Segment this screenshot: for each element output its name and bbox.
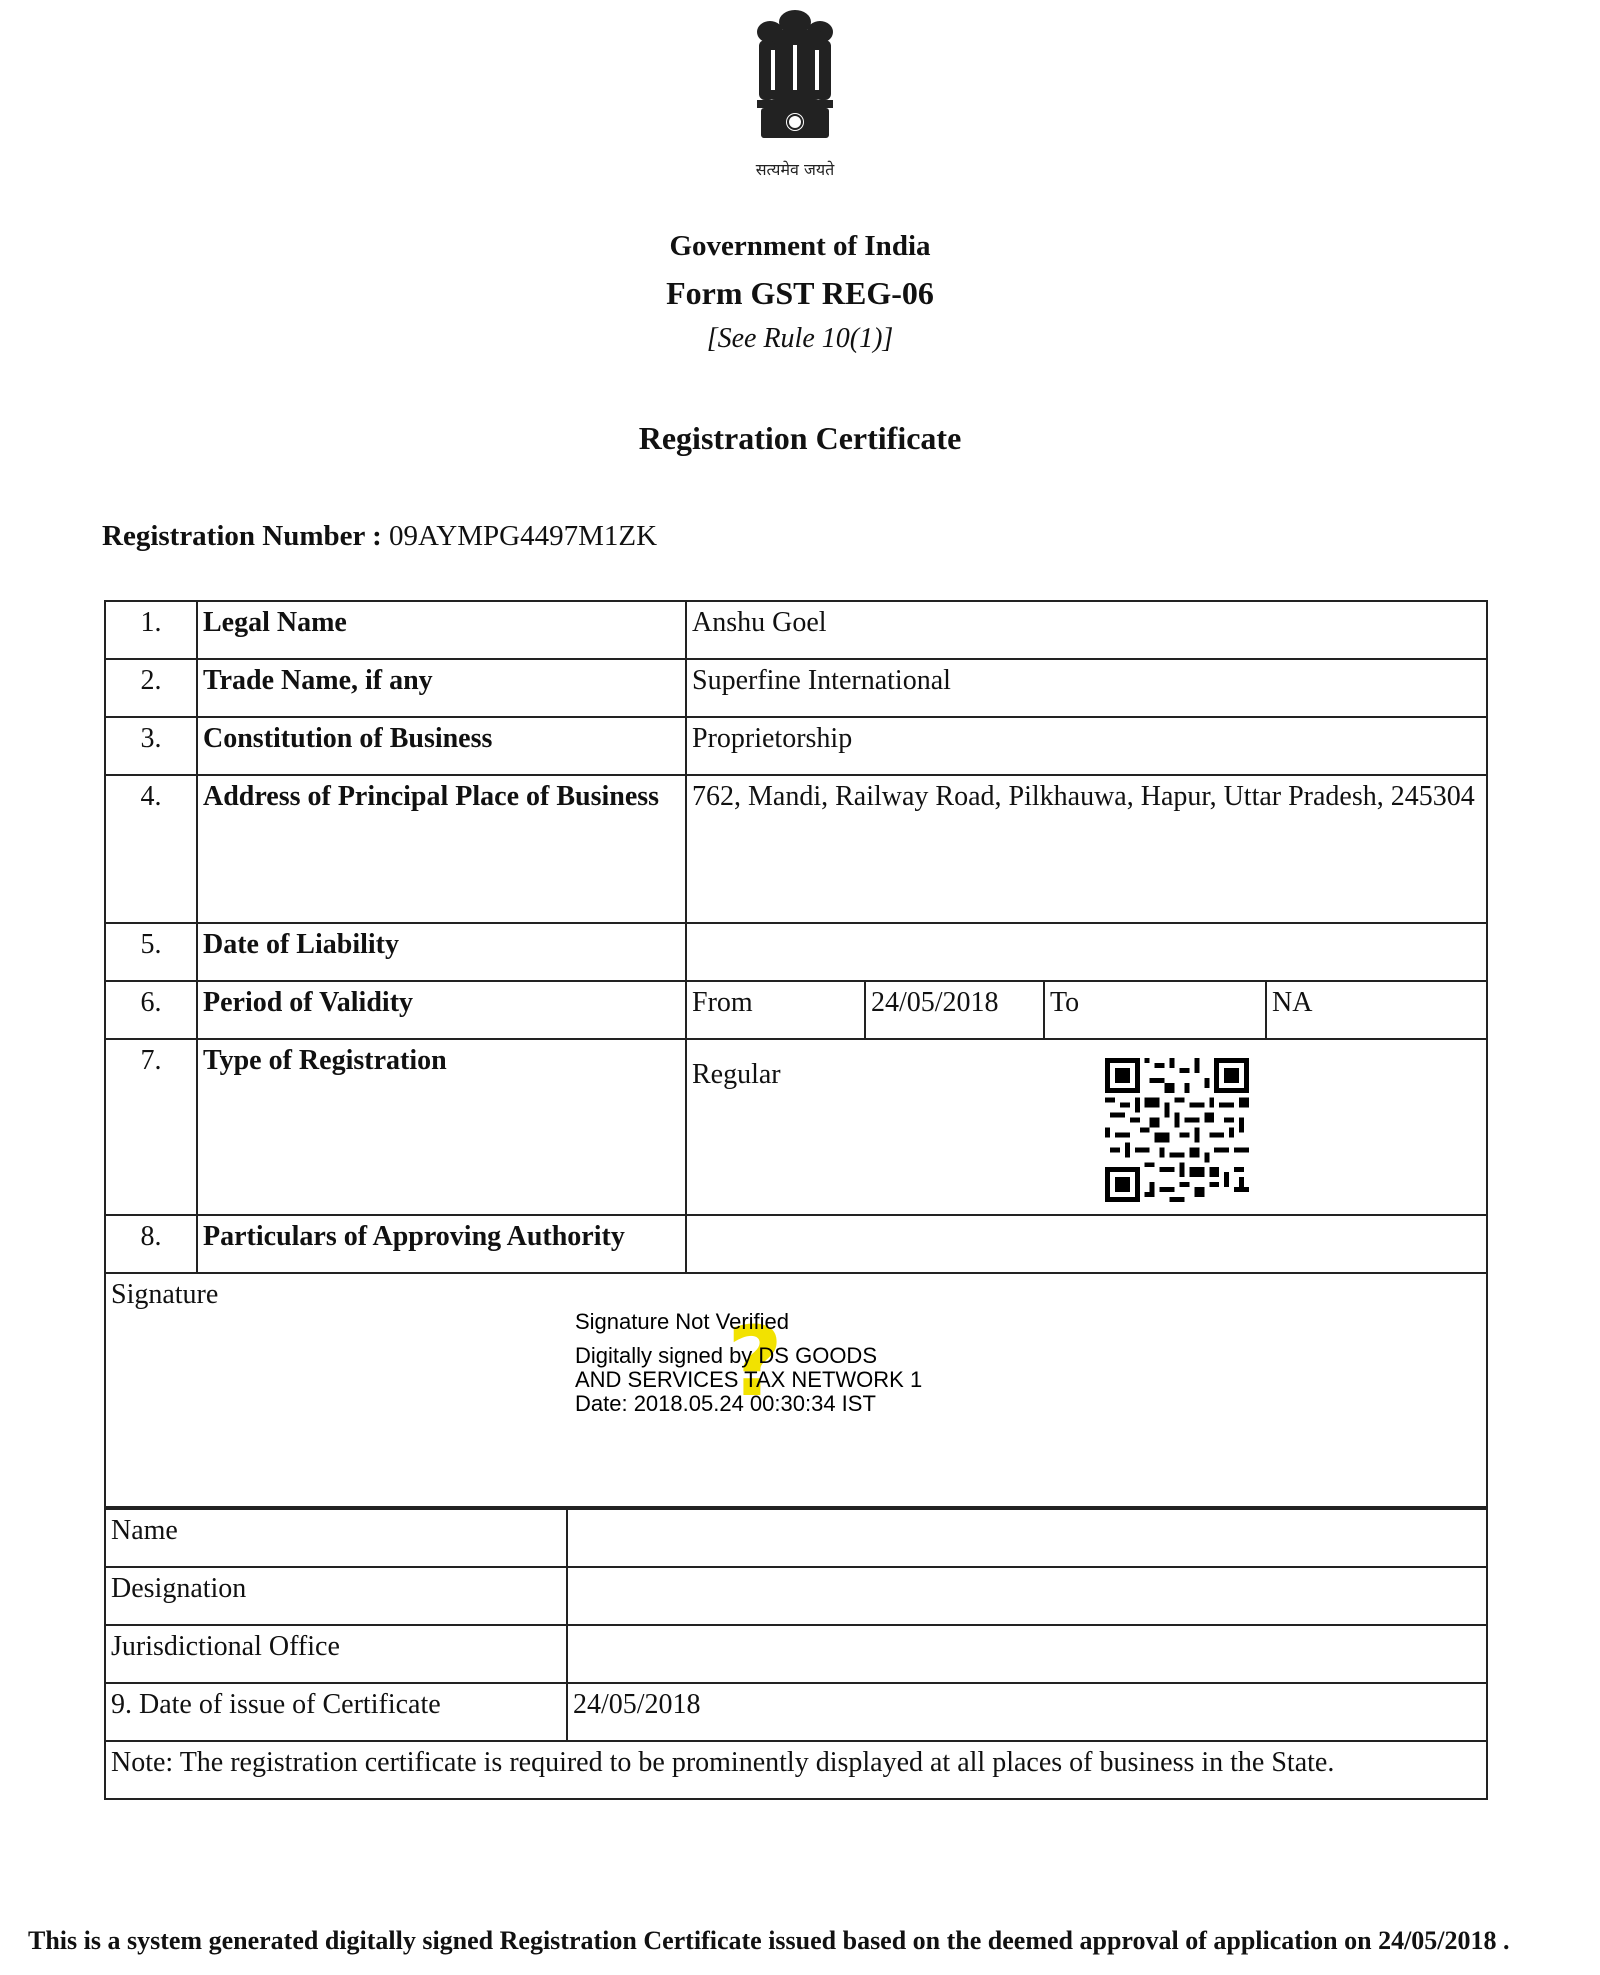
address-value: 762, Mandi, Railway Road, Pilkhauwa, Hapur, Uttar Pradesh, 245304 (686, 775, 1487, 923)
digital-signature-block (575, 1310, 922, 1416)
designation-value (567, 1567, 1487, 1625)
row-number: 6. (105, 981, 197, 1039)
trade-name-value: Superfine International (686, 659, 1487, 717)
rule-reference: [See Rule 10(1)] (706, 323, 894, 354)
national-emblem (735, 0, 855, 190)
signature-line-3: Date: 2018.05.24 00:30:34 IST (575, 1391, 876, 1416)
table-row (105, 1567, 1487, 1625)
row-label: Trade Name, if any (197, 659, 686, 717)
issue-date-value: 24/05/2018 (567, 1683, 1487, 1741)
table-row (105, 717, 1487, 775)
table-row (105, 1683, 1487, 1741)
authority-details-table (104, 1508, 1488, 1800)
table-row (105, 923, 1487, 981)
table-row (105, 981, 1487, 1039)
row-number: 1. (105, 601, 197, 659)
row-label: Legal Name (197, 601, 686, 659)
validity-to-date: NA (1266, 981, 1487, 1039)
svg-text:?: ? (727, 1310, 783, 1410)
row-number: 3. (105, 717, 197, 775)
emblem-motto: सत्यमेव जयते (755, 160, 835, 179)
signature-line-1: Digitally signed by DS GOODS (575, 1343, 877, 1368)
legal-name-value: Anshu Goel (686, 601, 1487, 659)
certificate-title: Registration Certificate (638, 420, 962, 456)
approving-authority-value (686, 1215, 1487, 1273)
registration-type-value: Regular (692, 1059, 781, 1090)
table-row (105, 775, 1487, 923)
government-heading: Government of India (669, 230, 931, 262)
issue-date-label: 9. Date of issue of Certificate (105, 1683, 567, 1741)
validity-to-label: To (1044, 981, 1266, 1039)
name-label: Name (105, 1509, 567, 1567)
display-note: Note: The registration certificate is required to be prominently displayed at all places of business in the State. (105, 1741, 1487, 1799)
row-label: Type of Registration (197, 1039, 686, 1215)
row-number: 8. (105, 1215, 197, 1273)
jurisdictional-office-label: Jurisdictional Office (105, 1625, 567, 1683)
registration-number-line (102, 520, 657, 553)
table-row (105, 1625, 1487, 1683)
row-number: 5. (105, 923, 197, 981)
ashoka-lion-icon (735, 0, 855, 190)
registration-type-cell (686, 1039, 1487, 1215)
row-number: 7. (105, 1039, 197, 1215)
registration-number-value: 09AYMPG4497M1ZK (389, 520, 658, 552)
row-label: Particulars of Approving Authority (197, 1215, 686, 1273)
row-label: Constitution of Business (197, 717, 686, 775)
signature-status: Signature Not Verified (575, 1309, 790, 1334)
form-heading: Form GST REG-06 (666, 275, 934, 311)
row-label: Period of Validity (197, 981, 686, 1039)
row-label: Address of Principal Place of Business (197, 775, 686, 923)
row-number: 4. (105, 775, 197, 923)
table-row (105, 659, 1487, 717)
jurisdictional-office-value (567, 1625, 1487, 1683)
designation-label: Designation (105, 1567, 567, 1625)
system-generated-footer: This is a system generated digitally signed Registration Certificate issued based on the deemed approval of application on 24/05/2018 . (28, 1926, 1510, 1955)
table-row (105, 1039, 1487, 1215)
table-row (105, 1509, 1487, 1567)
qr-code-icon (1105, 1058, 1249, 1202)
table-row (105, 1215, 1487, 1273)
registration-number-label: Registration Number : (102, 520, 382, 552)
row-number: 2. (105, 659, 197, 717)
date-of-liability-value (686, 923, 1487, 981)
constitution-value: Proprietorship (686, 717, 1487, 775)
table-row (105, 601, 1487, 659)
validity-from-date: 24/05/2018 (865, 981, 1044, 1039)
validity-from-label: From (686, 981, 865, 1039)
signature-line-2: AND SERVICES TAX NETWORK 1 (575, 1367, 923, 1392)
table-row (105, 1741, 1487, 1799)
row-label: Date of Liability (197, 923, 686, 981)
name-value (567, 1509, 1487, 1567)
signature-label: Signature (111, 1279, 219, 1310)
